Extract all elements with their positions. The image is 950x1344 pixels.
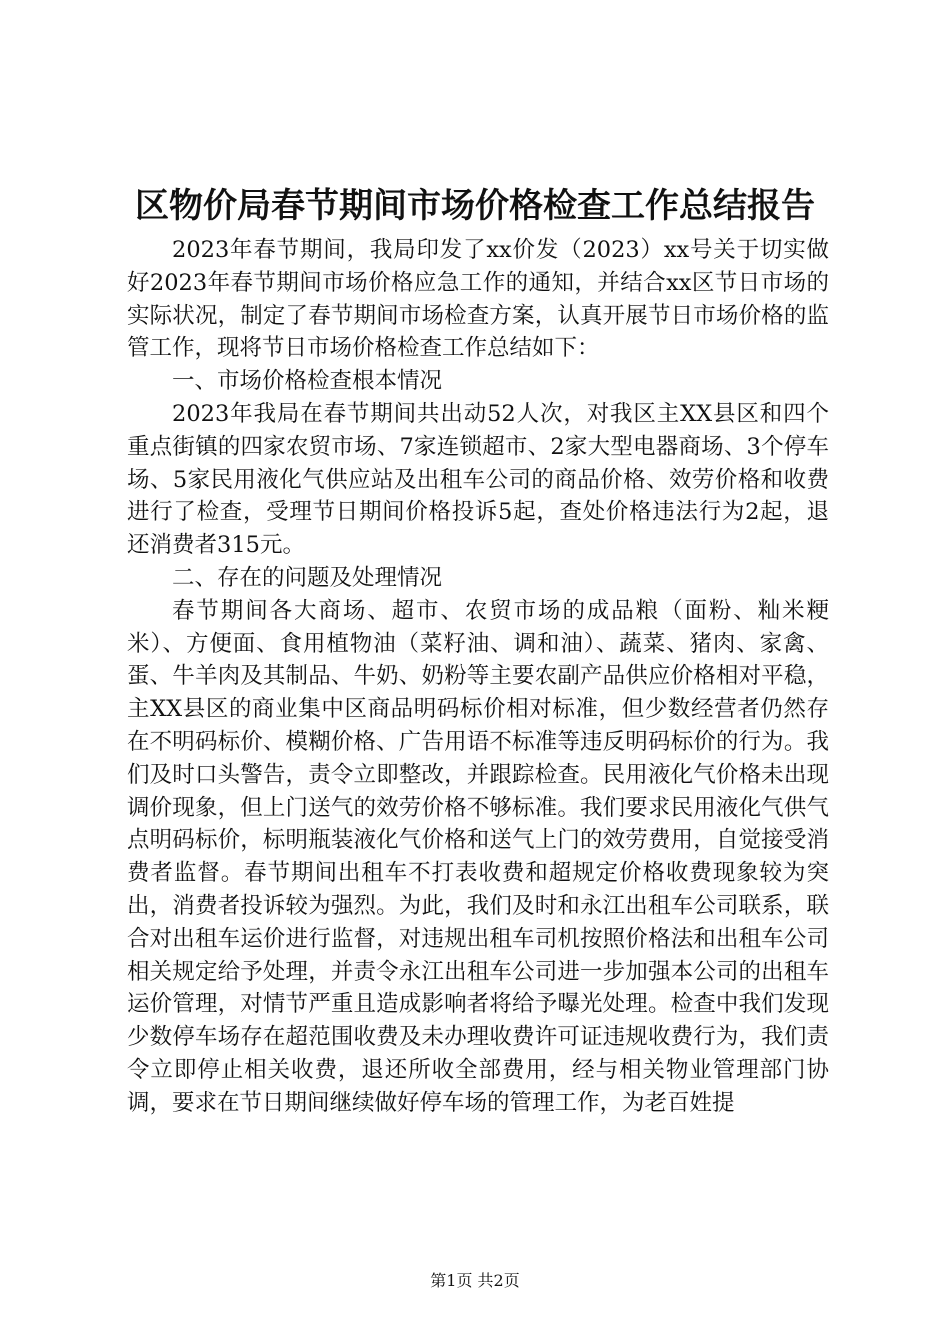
page-footer bbox=[0, 1270, 950, 1292]
document-title: 区物价局春节期间市场价格检查工作总结报告 bbox=[135, 186, 815, 226]
paragraph-inspection-summary: 2023年我局在春节期间共出动52人次，对我区主XX县区和四个重点街镇的四家农贸市场、7家连锁超市、2家大型电器商场、3个停车场、5家民用液化气供应站及出租车公司的商品价格、效劳价格和收费进行了检查，受理节日期间价格投诉5起，查处价格违法行为2起，退还消费者315元。 bbox=[127, 400, 829, 559]
paragraph-problems: 春节期间各大商场、超市、农贸市场的成品粮（面粉、籼米粳米）、方便面、食用植物油（菜籽油、调和油）、蔬菜、猪肉、家禽、蛋、牛羊肉及其制品、牛奶、奶粉等主要农副产品供应价格相对平稳，主XX县区的商业集中区商品明码标价相对标准，但少数经营者仍然存在不明码标价、模糊价格、广告用语不标准等违反明码标价的行为。我们及时口头警告，责令立即整改，并跟踪检查。民用液化气价格未出现调价现象，但上门送气的效劳价格不够标准。我们要求民用液化气供气点明码标价，标明瓶装液化气价格和送气上门的效劳费用，自觉接受消费者监督。春节期间出租车不打表收费和超规定价格收费现象较为突出，消费者投诉较为强烈。为此，我们及时和永江出租车公司联系，联合对出租车运价进行监督，对违规出租车司机按照价格法和出租车公司相关规定给予处理，并责令永江出租车公司进一步加强本公司的出租车运价管理，对情节严重且造成影响者将给予曝光处理。检查中我们发现少数停车场存在超范围收费及未办理收费许可证违规收费行为，我们责令立即停止相关收费，退还所收全部费用，经与相关物业管理部门协调，要求在节日期间继续做好停车场的管理工作，为老百姓提 bbox=[127, 597, 829, 1116]
page-number-label: 第1页 共2页 bbox=[430, 1271, 520, 1290]
section-heading-2: 二、存在的问题及处理情况 bbox=[172, 564, 443, 591]
paragraph-intro: 2023年春节期间，我局印发了xx价发（2023）xx号关于切实做好2023年春节期间市场价格应急工作的通知，并结合xx区节日市场的实际状况，制定了春节期间市场检查方案，认真开展节日市场价格的监管工作，现将节日市场价格检查工作总结如下： bbox=[127, 237, 829, 362]
document-body bbox=[127, 234, 829, 1120]
section-heading-1: 一、市场价格检查根本情况 bbox=[172, 368, 443, 395]
